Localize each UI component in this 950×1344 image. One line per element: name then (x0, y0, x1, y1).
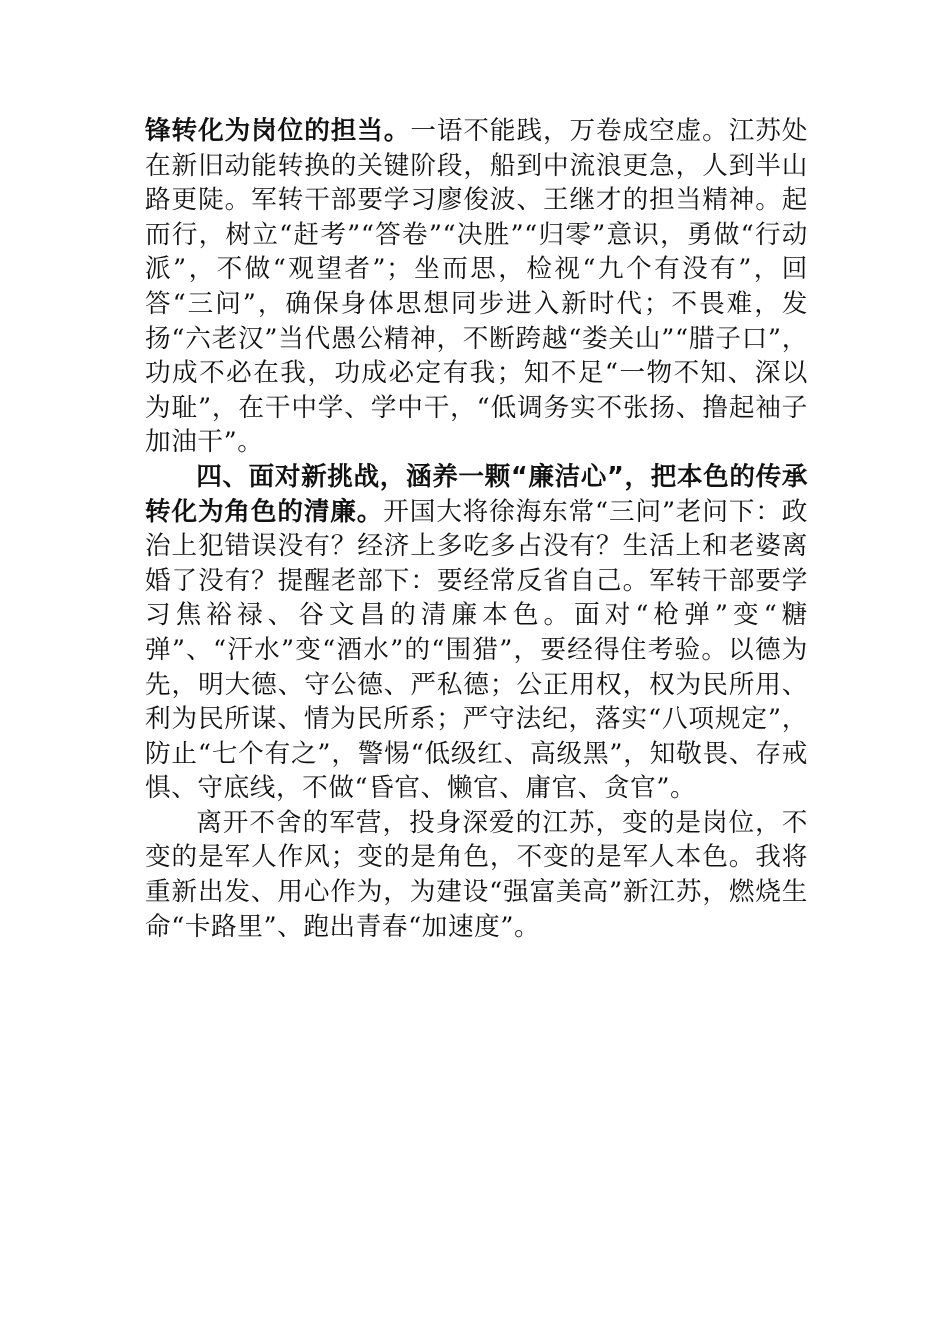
paragraph-1-heading: 锋转化为岗位的担当。 (145, 116, 411, 146)
paragraph-3-text: 离开不舍的军营，投身深爱的江苏，变的是岗位，不变的是军人作风；变的是角色，不变的是军人本色。我将重新出发、用心作为，为建设“强富美高”新江苏，燃烧生命“卡路里”、跑出青春“加速度”。 (145, 807, 808, 942)
paragraph-2 (145, 460, 808, 806)
document-page (145, 114, 808, 944)
paragraph-1-text: 一语不能践，万卷成空虚。江苏处在新旧动能转换的关键阶段，船到中流浪更急，人到半山路更陡。军转干部要学习廖俊波、王继才的担当精神。起而行，树立“赶考”“答卷”“决胜”“归零”意识，勇做“行动派”，不做“观望者”；坐而思，检视“九个有没有”，回答“三问”，确保身体思想同步进入新时代；不畏难，发扬“六老汉”当代愚公精神，不断跨越“娄关山”“腊子口”，功成不必在我，功成必定有我；知不足“一物不知、深以为耻”，在干中学、学中干，“低调务实不张扬、撸起袖子加油干”。 (145, 116, 808, 458)
paragraph-3 (145, 806, 808, 944)
paragraph-2-text: 开国大将徐海东常“三问”老问下：政治上犯错误没有？经济上多吃多占没有？生活上和老婆离婚了没有？提醒老部下：要经常反省自己。军转干部要学习焦裕禄、谷文昌的清廉本色。面对“枪弹”变“糖弹”、“汗水”变“酒水”的“围猎”，要经得住考验。以德为先，明大德、守公德、严私德；公正用权，权为民所用、利为民所谋、情为民所系；严守法纪，落实“八项规定”，防止“七个有之”，警惕“低级红、高级黑”，知敬畏、存戒惧、守底线，不做“昏官、懒官、庸官、贪官”。 (145, 496, 809, 804)
paragraph-2-heading: 四、面对新挑战，涵养一颗“廉洁心”，把本色的传承转化为角色的清廉。 (145, 461, 808, 527)
paragraph-1 (145, 114, 808, 460)
